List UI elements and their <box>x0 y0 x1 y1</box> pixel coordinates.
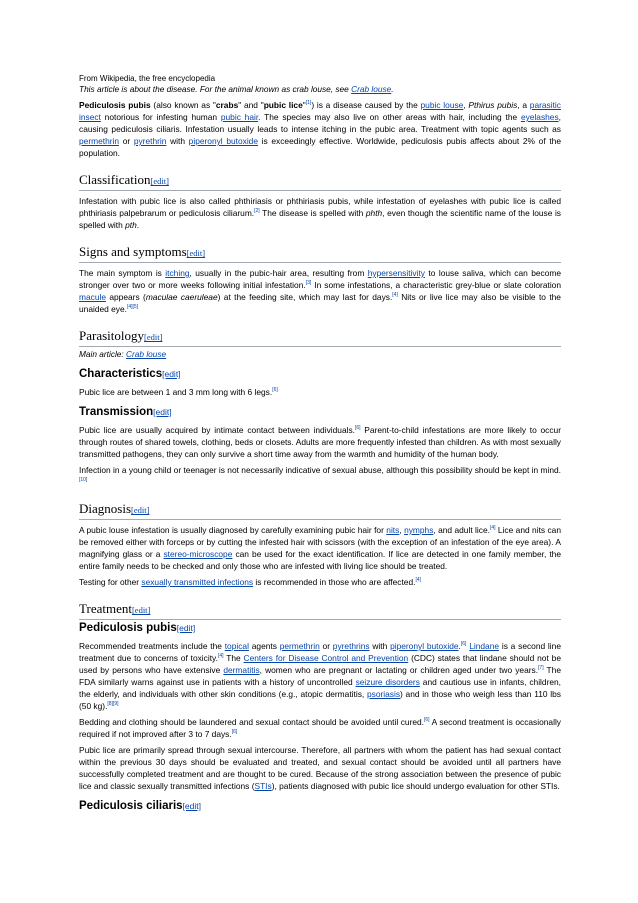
heading-treatment: Treatment[edit] <box>79 601 561 620</box>
pubis-bedding-paragraph: Bedding and clothing should be laundered and sexual contact should be avoided until cured.[6] A second treatment is occasionally required if not improved after 3 to 7 days.[6] <box>79 717 561 739</box>
heading-transmission: Transmission[edit] <box>79 406 172 418</box>
link-parasitic[interactable]: parasitic <box>529 100 561 110</box>
link-nits[interactable]: nits <box>386 525 400 535</box>
ref-link[interactable]: [3] <box>305 280 312 287</box>
ref-link[interactable]: [4] <box>392 292 398 299</box>
link-psoriasis[interactable]: psoriasis <box>366 689 401 699</box>
edit-link[interactable]: [edit] <box>150 176 169 186</box>
ref-link[interactable]: [4] <box>217 653 224 660</box>
edit-link[interactable]: [edit] <box>153 407 172 417</box>
link-macule[interactable]: macule <box>79 292 106 302</box>
ref-link[interactable]: [8][9] <box>107 701 119 708</box>
pubis-partners-paragraph: Pubic lice are primarily spread through sexual intercourse. Therefore, all partners with whom the patient has had sexual contact within the previous 30 days should be evaluated and treated, and sexual contact should be avoided until all partners have successfully completed treatment and are thought to be cured. Because of the strong association between the presence of pubic lice and classic sexually transmitted infections (STIs), patients diagnosed with pubic lice should undergo evaluation for other STIs. <box>79 745 561 791</box>
hatnote-link-crab-louse[interactable]: Crab louse <box>351 84 392 94</box>
pubis-treatment-paragraph: Recommended treatments include the topical agents permethrin or pyrethrins with piperonyl butoxide.[6] Lindane is a second line treatment due to concerns of toxicity.[4] The Centers for Disease Control and Prevention (CDC) states that lindane should not be used by persons who have extensive dermatitis, women who are pregnant or lactating or children aged under two years.[7] The FDA similarly warns against use in patients with a history of uncontrolled seizure disorders and cautious use in infants, children, the elderly, and individuals with other skin conditions (e.g., atopic dermatitis, psoriasis) and in those who weigh less than 110 lbs (50 kg).[8][9] <box>79 641 562 711</box>
heading-pediculosis-pubis: Pediculosis pubis[edit] <box>79 622 196 634</box>
intro-term: Pediculosis pubis <box>79 100 151 110</box>
edit-link[interactable]: [edit] <box>176 623 196 633</box>
link-piperonyl-butoxide[interactable]: piperonyl butoxide <box>188 136 258 146</box>
transmission-paragraph-2: Infection in a young child or teenager is not necessarily indicative of sexual abuse, although this possibility should be kept in mind.[10] <box>79 465 561 484</box>
article <box>79 74 561 814</box>
edit-link[interactable]: [edit] <box>162 369 181 379</box>
edit-link[interactable]: [edit] <box>131 505 150 515</box>
link-seizure-disorders[interactable]: seizure disorders <box>355 677 420 687</box>
edit-link[interactable]: [edit] <box>131 605 151 615</box>
link-nymphs[interactable]: nymphs <box>404 525 434 535</box>
intro-paragraph: Pediculosis pubis (also known as "crabs" and "pubic lice"[1]) is a disease caused by the pubic louse, Pthirus pubis, a parasitic insect notorious for infesting human pubic hair. The species may also live on other areas with hair, including the eyelashes, causing pediculosis ciliaris. Infestation usually leads to intense itching in the pubic area. Treatment with topic agents such as permethrin or pyrethrin with piperonyl butoxide is exceedingly effective. Worldwide, pediculosis pubis affects about 2% of the population. <box>79 100 561 158</box>
link-crab-louse[interactable]: Crab louse <box>126 349 167 359</box>
heading-classification: Classification[edit] <box>79 172 561 191</box>
ref-link[interactable]: [5] <box>132 304 139 311</box>
diagnosis-paragraph: A pubic louse infestation is usually diagnosed by carefully examining pubic hair for nits, nymphs, and adult lice.[4] Lice and nits can be removed either with forceps or by cutting the infested hair with scissors (with the exception of an infestation of the eye area). A magnifying glass or a stereo-microscope can be used for the exact identification. If lice are detected in one family member, the entire family needs to be checked and only those who are infested with living lice should be treated. <box>79 525 561 571</box>
ref-link[interactable]: [4] <box>415 577 421 584</box>
ref-link[interactable]: [6] <box>460 641 467 648</box>
link-pubic-louse[interactable]: pubic louse <box>420 100 464 110</box>
link-topical[interactable]: topical <box>224 641 249 651</box>
ref-link[interactable]: [2] <box>254 208 260 215</box>
link-pubic-hair[interactable]: pubic hair <box>220 112 259 122</box>
ref-link[interactable]: [6] <box>354 425 361 432</box>
heading-parasitology: Parasitology[edit] <box>79 328 561 347</box>
link-hypersensitivity[interactable]: hypersensitivity <box>367 268 425 278</box>
ref-link[interactable]: [4] <box>126 304 133 311</box>
heading-characteristics: Characteristics[edit] <box>79 368 181 380</box>
link-permethrin[interactable]: permethrin <box>79 136 120 146</box>
source-note: From Wikipedia, the free encyclopedia <box>79 74 216 83</box>
transmission-paragraph: Pubic lice are usually acquired by intimate contact between individuals.[6] Parent-to-child infestations are more likely to occur through routes of shared towels, clothing, beds or closets. Adults are more frequently infested than children. As with most sexually transmitted pathogens, they can only survive a short time away from the warmth and humidity of the human body. <box>79 425 561 459</box>
ref-link[interactable]: [6] <box>272 387 278 394</box>
edit-link[interactable]: [edit] <box>186 248 206 258</box>
link-permethrin[interactable]: permethrin <box>279 641 320 651</box>
link-eyelashes[interactable]: eyelashes <box>520 112 559 122</box>
diagnosis-paragraph-2: Testing for other sexually transmitted infections is recommended in those who are affected.[4] <box>79 577 421 587</box>
link-itching[interactable]: itching <box>165 268 190 278</box>
main-article-note: Main article: Crab louse <box>79 349 167 359</box>
classification-paragraph: Infestation with pubic lice is also called phthiriasis or phthiriasis pubis, while infestation of eyelashes with pubic lice is called phthiriasis palpebrarum or pediculosis ciliarum.[2] The disease is spelled with phth, even though the scientific name of the louse is spelled with pth. <box>79 196 561 230</box>
characteristics-paragraph: Pubic lice are between 1 and 3 mm long with 6 legs.[6] <box>79 387 278 397</box>
signs-paragraph: The main symptom is itching, usually in the pubic-hair area, resulting from hypersensitivity to louse saliva, which can become stronger over two or more weeks following initial infestation.[3] In some infestations, a characteristic grey-blue or slate coloration macule appears (maculae caeruleae) at the feeding site, which may last for days.[4] Nits or live lice may also be visible to the unaided eye.[4][5] <box>79 268 561 314</box>
heading-signs-and-symptoms: Signs and symptoms[edit] <box>79 244 561 263</box>
ref-link[interactable]: [10] <box>79 477 88 484</box>
link-insect[interactable]: insect <box>79 112 101 122</box>
link-lindane[interactable]: Lindane <box>469 641 500 651</box>
ref-link[interactable]: [1] <box>305 100 312 107</box>
link-pyrethrin[interactable]: pyrethrin <box>133 136 167 146</box>
link-sti[interactable]: sexually transmitted infections <box>141 577 254 587</box>
link-pyrethrins[interactable]: pyrethrins <box>332 641 370 651</box>
link-stereo-microscope[interactable]: stereo-microscope <box>163 549 233 559</box>
ref-link[interactable]: [6] <box>424 717 430 724</box>
link-dermatitis[interactable]: dermatitis <box>223 665 260 675</box>
ref-link[interactable]: [6] <box>231 729 238 736</box>
ref-link[interactable]: [4] <box>489 525 496 532</box>
heading-pediculosis-ciliaris: Pediculosis ciliaris[edit] <box>79 800 201 812</box>
ref-link[interactable]: [7] <box>538 665 544 672</box>
heading-diagnosis: Diagnosis[edit] <box>79 501 561 520</box>
link-cdc[interactable]: Centers for Disease Control and Prevention <box>243 653 409 663</box>
hatnote: This article is about the disease. For the animal known as crab louse, see Crab louse. <box>79 84 394 94</box>
edit-link[interactable]: [edit] <box>182 801 201 811</box>
edit-link[interactable]: [edit] <box>144 332 163 342</box>
link-stis[interactable]: STIs <box>254 781 272 791</box>
link-piperonyl-butoxide[interactable]: piperonyl butoxide <box>390 641 459 651</box>
